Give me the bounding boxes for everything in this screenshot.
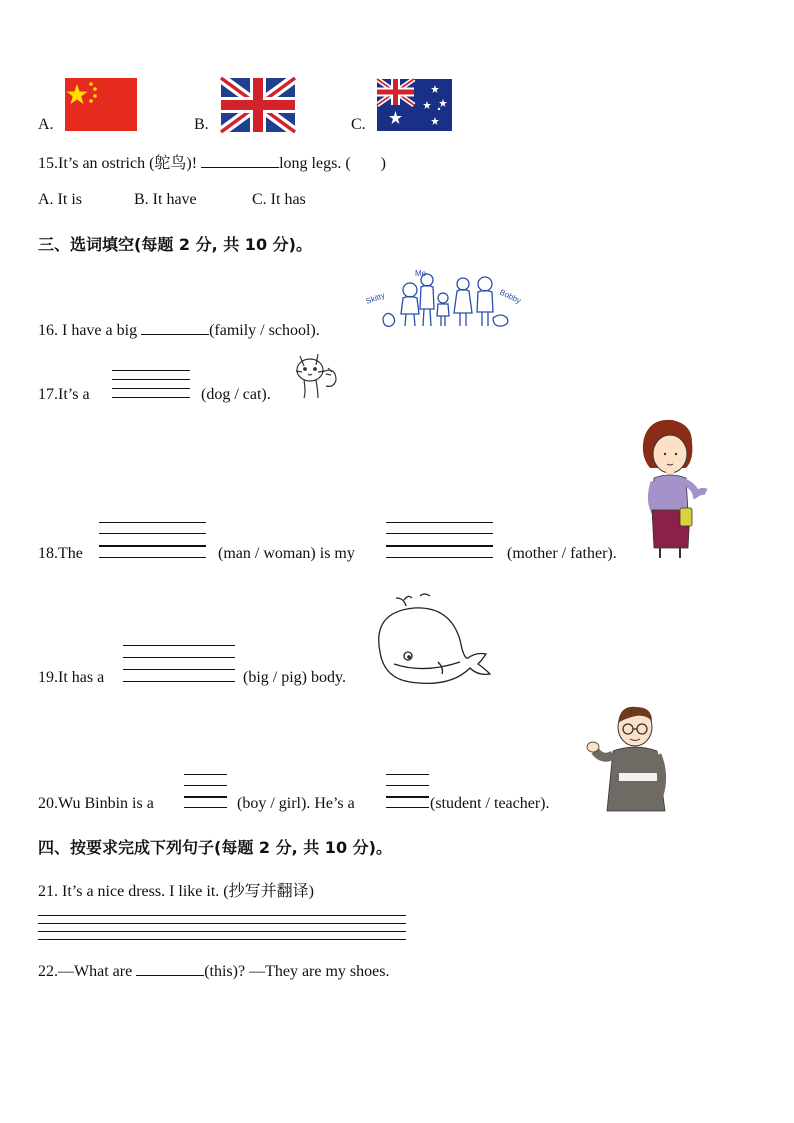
q19-after: (big / pig) body. (243, 669, 346, 686)
cat-icon (292, 350, 340, 400)
question-22 (38, 961, 389, 981)
q15-option-a: A. It is (38, 191, 82, 208)
q16-before: 16. I have a big (38, 322, 142, 339)
q20-before: 20.Wu Binbin is a (38, 795, 154, 812)
q18-writing-lines-1[interactable] (99, 522, 206, 560)
q15-option-b: B. It have (134, 191, 197, 208)
q17-before: 17.It’s a (38, 386, 90, 403)
q19-before: 19.It has a (38, 669, 105, 686)
family-label-me: Me (415, 269, 427, 278)
q17-after: (dog / cat). (201, 386, 271, 403)
q16-after: (family / school). (209, 322, 320, 339)
option-a-label: A. (38, 116, 54, 133)
option-c-label: C. (351, 116, 366, 133)
q15-option-c: C. It has (252, 191, 306, 208)
option-b-label: B. (194, 116, 209, 133)
question-21: 21. It’s a nice dress. I like it. (抄写并翻译) (38, 883, 314, 900)
boy-illustration-icon (585, 705, 673, 811)
section-3-heading: 三、选词填空(每题 2 分, 共 10 分)。 (38, 235, 312, 254)
woman-illustration-icon (638, 418, 706, 560)
q22-middle: (this)? —They are my shoes. (204, 963, 390, 980)
q17-writing-lines[interactable] (112, 370, 190, 398)
q18-before: 18.The (38, 545, 83, 562)
q21-writing-lines[interactable] (38, 915, 406, 941)
section-4-heading: 四、按要求完成下列句子(每题 2 分, 共 10 分)。 (38, 838, 392, 857)
q15-answer-blank[interactable] (201, 153, 279, 168)
australia-flag-icon (377, 79, 452, 131)
q15-stem-after: long legs. ( (279, 155, 351, 172)
q22-before: 22.—What are (38, 963, 137, 980)
q20-after: (student / teacher). (430, 795, 550, 812)
family-label-bobby: Bobby (498, 287, 523, 306)
q22-answer-blank[interactable] (136, 961, 204, 976)
q18-middle: (man / woman) is my (218, 545, 355, 562)
family-illustration-icon (365, 268, 525, 336)
q20-writing-lines-1[interactable] (184, 774, 227, 810)
q18-writing-lines-2[interactable] (386, 522, 493, 560)
q15-stem-end: ) (380, 155, 386, 172)
q19-writing-lines[interactable] (123, 645, 235, 683)
question-15 (38, 150, 386, 173)
q16-answer-blank[interactable] (141, 320, 209, 335)
uk-flag-icon (221, 78, 295, 132)
question-16 (38, 320, 320, 340)
q15-stem-before: 15.It’s an ostrich (鸵鸟)! (38, 155, 202, 172)
whale-icon (374, 592, 498, 682)
q20-writing-lines-2[interactable] (386, 774, 429, 810)
china-flag-icon (65, 78, 137, 131)
q18-after: (mother / father). (507, 545, 617, 562)
q20-middle: (boy / girl). He’s a (237, 795, 355, 812)
family-label-skitty: Skitty (364, 290, 387, 306)
